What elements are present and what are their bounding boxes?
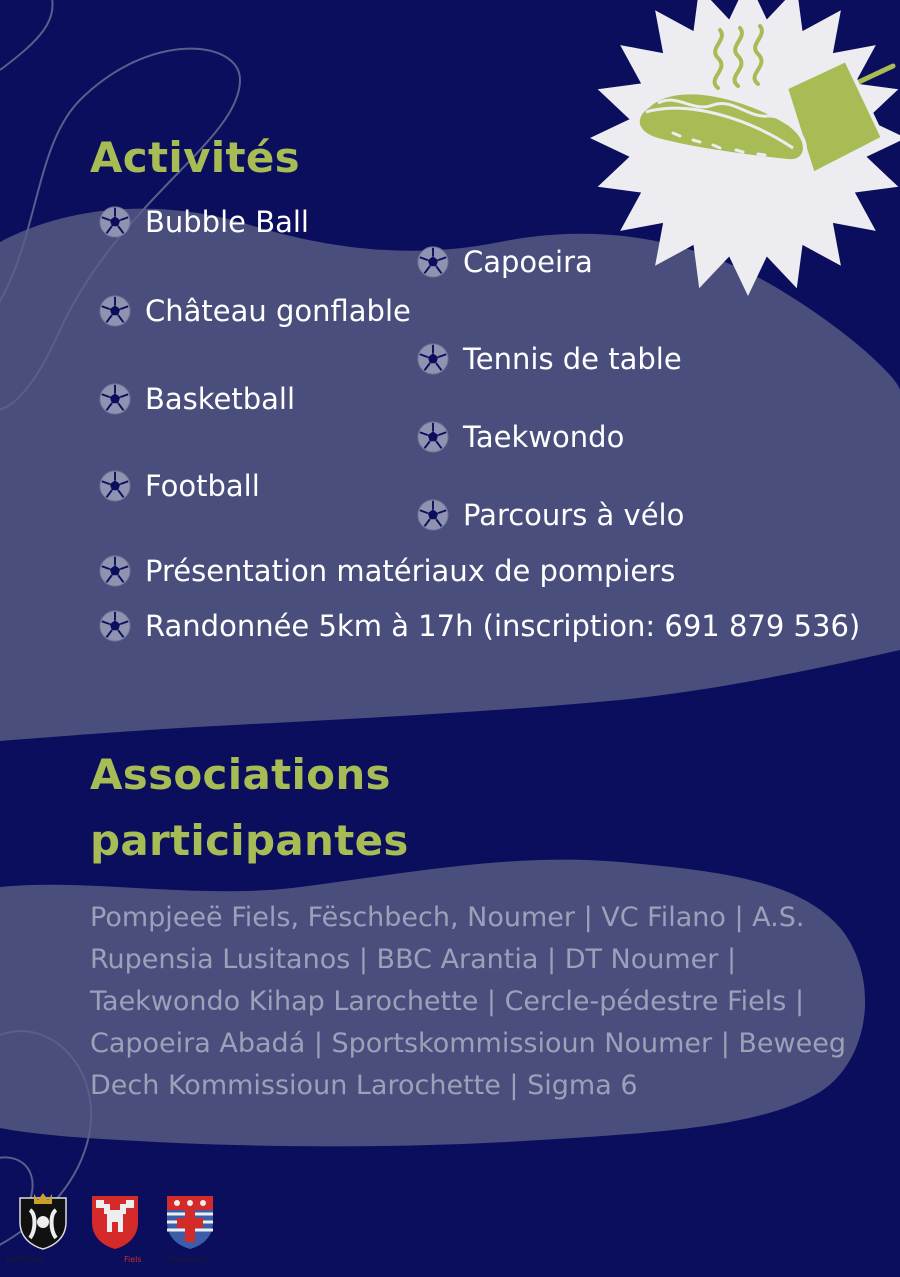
activity-item	[98, 608, 860, 644]
soccer-ball-icon	[98, 469, 132, 503]
soccer-ball-icon	[416, 420, 450, 454]
activities-heading: Activités	[90, 133, 300, 182]
swirl-line	[0, 0, 53, 70]
soccer-ball-icon	[98, 294, 132, 328]
activity-label: Basketball	[145, 382, 296, 416]
soccer-ball-icon	[98, 205, 132, 239]
associations-list: Pompjeeë Fiels, Fëschbech, Noumer | VC Filano | A.S. Rupensia Lusitanos | BBC Arantia | DT Noumer | Taekwondo Kihap Larochette | Cercle-pédestre Fiels | Capoeira Abadá | Sportskommissioun Noumer | Beweeg Dech Kommissioun Larochette | Sigma 6	[90, 902, 846, 1101]
logo-caption: Heffingen	[6, 1255, 45, 1264]
activity-item	[416, 419, 624, 455]
soccer-ball-icon	[98, 382, 132, 416]
soccer-ball-icon	[98, 554, 132, 588]
soccer-ball-icon	[416, 245, 450, 279]
soccer-ball-icon	[98, 609, 132, 643]
activity-item	[98, 293, 411, 329]
activity-label: Football	[145, 469, 260, 503]
nommern-coat-of-arms	[165, 1192, 215, 1250]
soccer-ball-icon	[416, 342, 450, 376]
activity-label: Capoeira	[463, 245, 593, 279]
activity-item	[98, 381, 295, 417]
activity-label: Château gonflable	[145, 294, 411, 328]
logo-caption: Fiels	[124, 1255, 142, 1264]
soccer-ball-icon	[416, 498, 450, 532]
starburst-badge	[588, 0, 900, 298]
activity-label: Randonnée 5km à 17h (inscription: 691 879 536)	[145, 609, 861, 643]
activity-item	[416, 497, 684, 533]
activity-item	[98, 204, 309, 240]
activity-label: Bubble Ball	[145, 205, 309, 239]
heffingen-coat-of-arms	[18, 1192, 68, 1250]
activity-item	[416, 341, 682, 377]
activity-item	[98, 553, 675, 589]
activity-label: Taekwondo	[463, 420, 625, 454]
logo-caption: Nommern	[168, 1255, 208, 1264]
activity-label: Tennis de table	[463, 342, 682, 376]
activity-label: Présentation matériaux de pompiers	[145, 554, 676, 588]
associations-heading-line1: Associations	[90, 750, 391, 799]
activity-item	[98, 468, 260, 504]
associations-heading-line2: participantes	[90, 816, 409, 865]
fiels-coat-of-arms	[90, 1192, 140, 1250]
activity-item	[416, 244, 593, 280]
activity-label: Parcours à vélo	[463, 498, 685, 532]
